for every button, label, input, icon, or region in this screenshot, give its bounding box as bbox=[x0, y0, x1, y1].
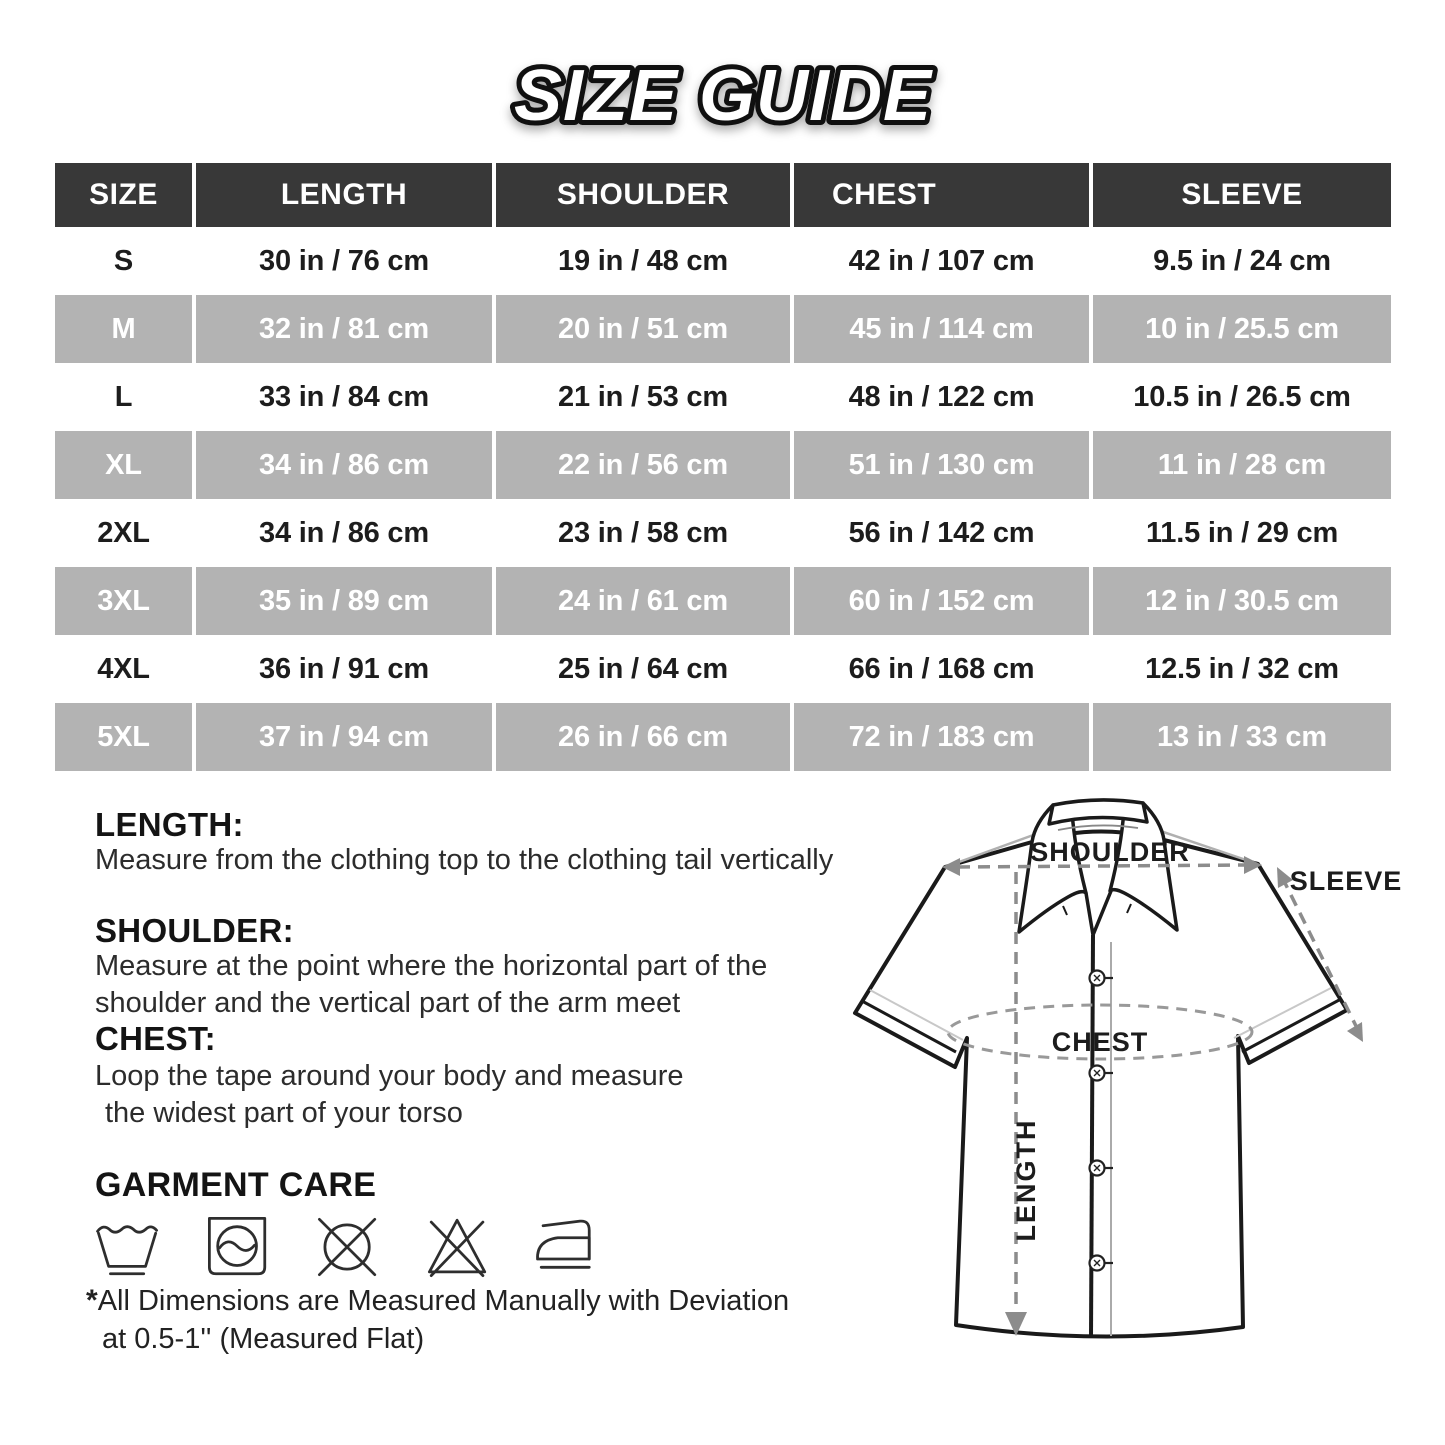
column-header-chest: CHEST bbox=[794, 163, 1089, 227]
machine-wash-icon bbox=[92, 1208, 164, 1286]
garment-care-heading: GARMENT CARE bbox=[95, 1166, 377, 1204]
chest-definition-text: the widest part of your torso bbox=[105, 1097, 463, 1129]
table-cell-chest: 56 in / 142 cm bbox=[848, 516, 1035, 549]
iron-icon bbox=[532, 1208, 604, 1286]
table-cell-shoulder: 26 in / 66 cm bbox=[496, 703, 790, 771]
table-cell-chest: 48 in / 122 cm bbox=[848, 380, 1035, 413]
table-cell-length: 33 in / 84 cm bbox=[259, 380, 429, 413]
chest-definition-heading: CHEST: bbox=[95, 1020, 216, 1057]
table-cell-sleeve: 11 in / 28 cm bbox=[1093, 431, 1391, 499]
table-cell-shoulder: 24 in / 61 cm bbox=[496, 567, 790, 635]
do-not-dry-clean-icon bbox=[312, 1208, 384, 1286]
placket-line bbox=[1091, 935, 1093, 1338]
shoulder-definition-text: Measure at the point where the horizontal part of the bbox=[95, 950, 768, 982]
length-label: LENGTH bbox=[1011, 1118, 1041, 1242]
shoulder-definition-text: shoulder and the vertical part of the arm meet bbox=[95, 987, 681, 1019]
table-cell-shoulder: 20 in / 51 cm bbox=[496, 295, 790, 363]
column-header-length: LENGTH bbox=[196, 163, 492, 227]
table-cell-shoulder: 25 in / 64 cm bbox=[558, 652, 728, 685]
footnote-line2: at 0.5-1'' (Measured Flat) bbox=[102, 1323, 425, 1355]
length-definition-text: Measure from the clothing top to the clothing tail vertically bbox=[95, 844, 834, 876]
table-cell-size: M bbox=[55, 295, 192, 363]
page-title bbox=[413, 40, 1033, 155]
title-art bbox=[413, 40, 1033, 150]
size-table bbox=[55, 163, 1391, 771]
table-cell-sleeve: 9.5 in / 24 cm bbox=[1153, 244, 1331, 277]
garment-care-icons bbox=[92, 1208, 604, 1286]
tumble-dry-icon bbox=[202, 1208, 274, 1286]
column-header-size: SIZE bbox=[55, 163, 192, 227]
table-cell-length: 37 in / 94 cm bbox=[196, 703, 492, 771]
table-cell-shoulder: 19 in / 48 cm bbox=[558, 244, 728, 277]
table-cell-length: 36 in / 91 cm bbox=[259, 652, 429, 685]
table-cell-sleeve: 12.5 in / 32 cm bbox=[1145, 652, 1339, 685]
table-cell-length: 30 in / 76 cm bbox=[259, 244, 429, 277]
table-cell-size: S bbox=[113, 244, 134, 277]
table-cell-chest: 60 in / 152 cm bbox=[794, 567, 1089, 635]
table-cell-size: L bbox=[114, 380, 133, 413]
table-cell-length: 35 in / 89 cm bbox=[196, 567, 492, 635]
do-not-bleach-icon bbox=[422, 1208, 494, 1286]
column-header-sleeve: SLEEVE bbox=[1093, 163, 1391, 227]
table-cell-size: 3XL bbox=[55, 567, 192, 635]
shirt-measurement-diagram bbox=[830, 780, 1445, 1445]
table-cell-size: 4XL bbox=[97, 652, 150, 685]
shoulder-label: SHOULDER bbox=[1030, 837, 1190, 867]
table-cell-sleeve: 10.5 in / 26.5 cm bbox=[1133, 380, 1351, 413]
table-cell-length: 32 in / 81 cm bbox=[196, 295, 492, 363]
table-cell-shoulder: 23 in / 58 cm bbox=[558, 516, 728, 549]
table-cell-chest: 66 in / 168 cm bbox=[848, 652, 1035, 685]
chest-label: CHEST bbox=[1051, 1027, 1149, 1057]
table-cell-sleeve: 11.5 in / 29 cm bbox=[1145, 516, 1339, 549]
shoulder-definition-heading: SHOULDER: bbox=[95, 912, 294, 949]
table-cell-length: 34 in / 86 cm bbox=[196, 431, 492, 499]
sleeve-label: SLEEVE bbox=[1289, 866, 1403, 896]
table-cell-length: 34 in / 86 cm bbox=[259, 516, 429, 549]
table-cell-chest: 45 in / 114 cm bbox=[794, 295, 1089, 363]
footnote-asterisk: * bbox=[86, 1284, 98, 1317]
chest-definition-text: Loop the tape around your body and measure bbox=[95, 1060, 684, 1092]
table-cell-size: 2XL bbox=[97, 516, 150, 549]
table-cell-sleeve: 13 in / 33 cm bbox=[1093, 703, 1391, 771]
table-cell-shoulder: 22 in / 56 cm bbox=[496, 431, 790, 499]
length-definition-heading: LENGTH: bbox=[95, 806, 244, 843]
table-cell-chest: 51 in / 130 cm bbox=[794, 431, 1089, 499]
measurement-footnote bbox=[86, 1282, 789, 1358]
table-cell-sleeve: 12 in / 30.5 cm bbox=[1093, 567, 1391, 635]
table-cell-size: 5XL bbox=[55, 703, 192, 771]
table-cell-chest: 72 in / 183 cm bbox=[794, 703, 1089, 771]
footnote-line1: All Dimensions are Measured Manually with Deviation bbox=[97, 1285, 790, 1317]
table-cell-chest: 42 in / 107 cm bbox=[848, 244, 1035, 277]
table-cell-sleeve: 10 in / 25.5 cm bbox=[1093, 295, 1391, 363]
title-text: SIZE GUIDE bbox=[513, 56, 932, 136]
column-header-shoulder: SHOULDER bbox=[496, 163, 790, 227]
table-cell-size: XL bbox=[55, 431, 192, 499]
table-cell-shoulder: 21 in / 53 cm bbox=[558, 380, 728, 413]
